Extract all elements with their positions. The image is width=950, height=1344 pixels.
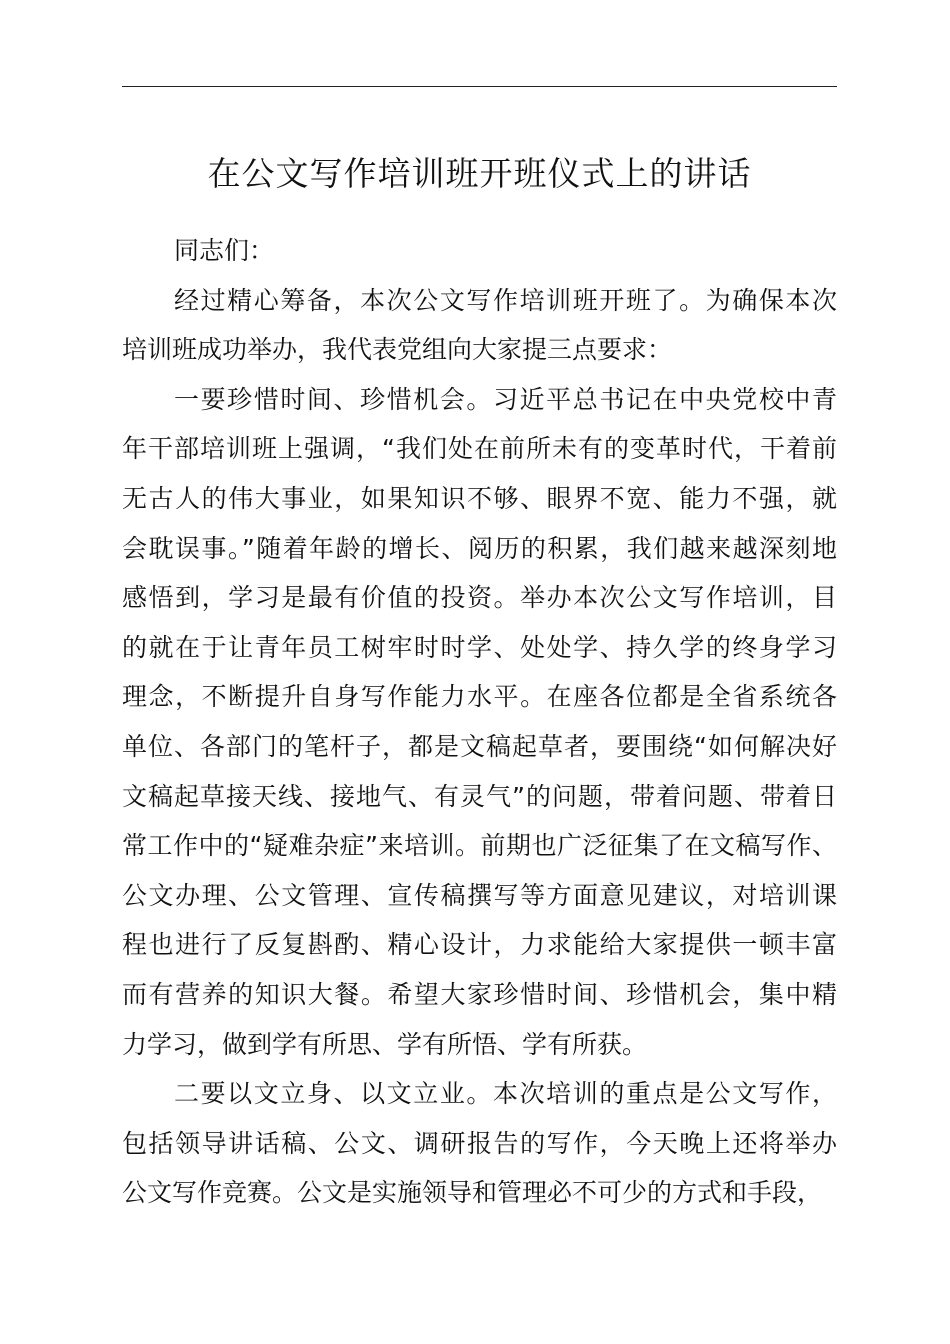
body-line: 的就在于让青年员工树牢时时学、处处学、持久学的终身学习 xyxy=(122,632,839,662)
body-line: 同志们： xyxy=(174,236,275,265)
document-title: 在公文写作培训班开班仪式上的讲话 xyxy=(207,154,752,193)
body-line: 公文写作竞赛。公文是实施领导和管理必不可少的方式和手段， xyxy=(122,1178,823,1208)
body-line: 程也进行了反复斟酌、精心设计，力求能给大家提供一顿丰富 xyxy=(122,930,839,960)
header-rule xyxy=(122,86,837,87)
body-line: 理念，不断提升自身写作能力水平。在座各位都是全省系统各 xyxy=(122,682,839,712)
body-line: 而有营养的知识大餐。希望大家珍惜时间、珍惜机会，集中精 xyxy=(122,979,839,1009)
body-line: 培训班成功举办，我代表党组向大家提三点要求： xyxy=(122,335,673,365)
body-line: 单位、各部门的笔杆子，都是文稿起草者，要围绕“如何解决好 xyxy=(122,731,838,761)
body-line: 无古人的伟大事业，如果知识不够、眼界不宽、能力不强，就 xyxy=(122,483,839,513)
body-line: 经过精心筹备，本次公文写作培训班开班了。为确保本次 xyxy=(174,285,839,315)
body-line: 会耽误事。”随着年龄的增长、阅历的积累，我们越来越深刻地 xyxy=(122,533,839,563)
document-body xyxy=(122,226,837,1218)
body-line: 一要珍惜时间、珍惜机会。习近平总书记在中央党校中青 xyxy=(174,384,839,414)
body-line: 文稿起草接天线、接地气、有灵气”的问题，带着问题、带着日 xyxy=(122,781,838,811)
body-line: 感悟到，学习是最有价值的投资。举办本次公文写作培训，目 xyxy=(122,583,839,613)
body-line: 年干部培训班上强调，“我们处在前所未有的变革时代，干着前 xyxy=(122,434,838,464)
body-line: 常工作中的“疑难杂症”来培训。前期也广泛征集了在文稿写作、 xyxy=(122,831,838,861)
body-line: 力学习，做到学有所思、学有所悟、学有所获。 xyxy=(122,1029,648,1059)
body-line: 二要以文立身、以文立业。本次培训的重点是公文写作， xyxy=(174,1079,839,1109)
body-line: 包括领导讲话稿、公文、调研报告的写作，今天晚上还将举办 xyxy=(122,1128,839,1158)
body-line: 公文办理、公文管理、宣传稿撰写等方面意见建议，对培训课 xyxy=(122,880,839,910)
